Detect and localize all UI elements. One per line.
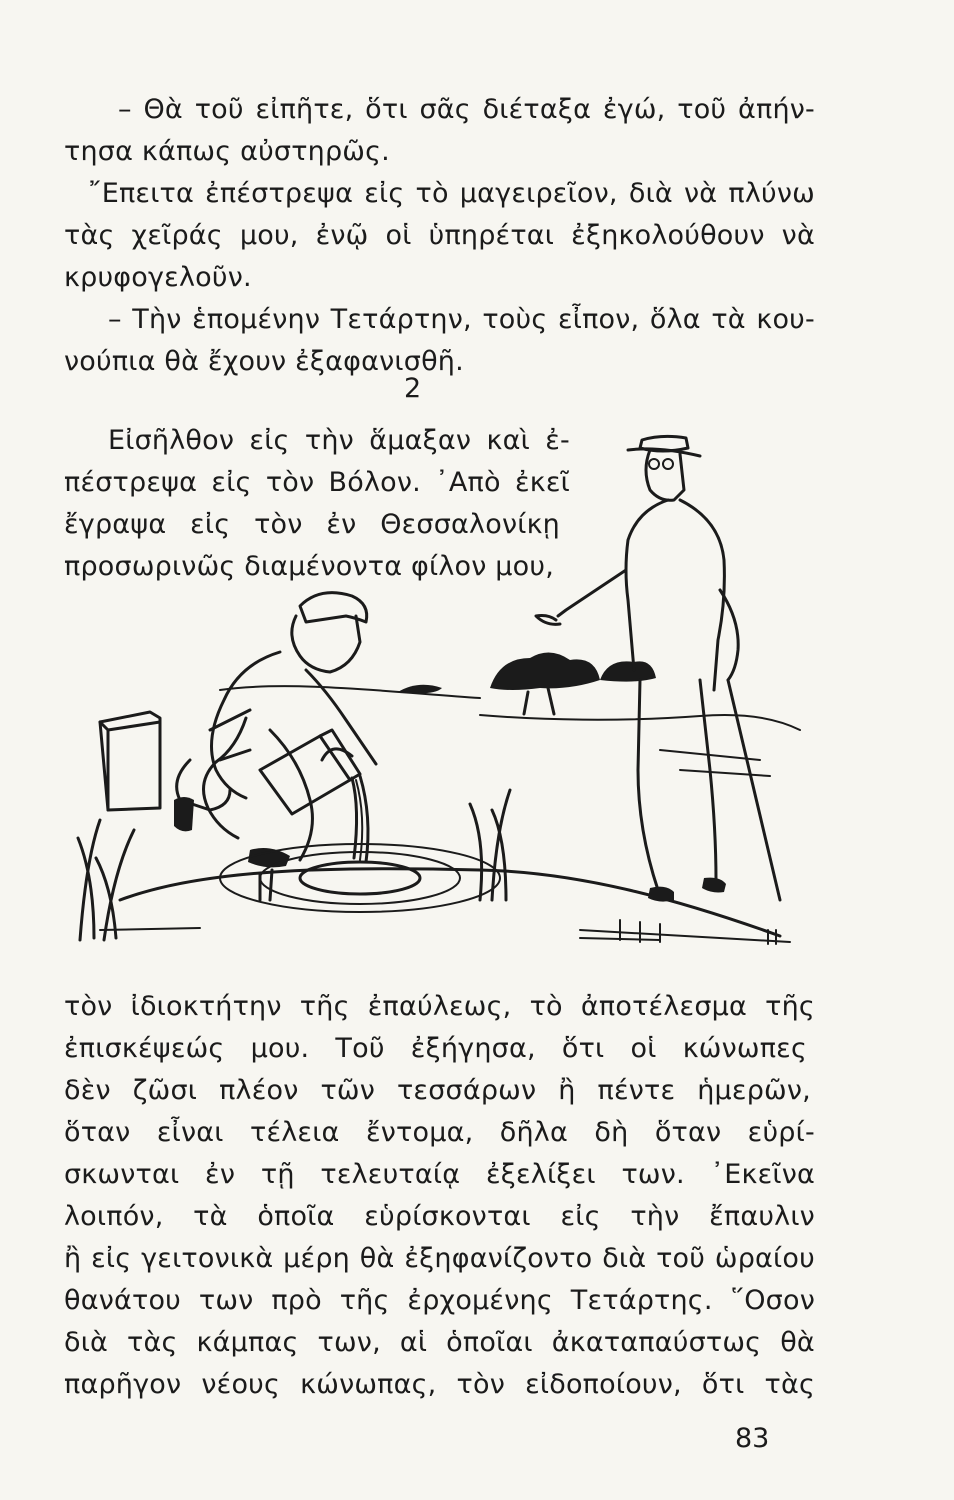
- tree-silhouettes: [398, 652, 656, 714]
- section-number: 2: [404, 373, 422, 404]
- pond: [100, 844, 780, 940]
- fence: [580, 920, 790, 944]
- pouring-stream: [352, 776, 368, 862]
- text-line: προσωρινῶς διαμένοντα φίλον μου,: [64, 551, 554, 582]
- text-line: ἐπισκέψεώς μου. Τοῦ ἐξήγησα, ὅτι οἱ κώνωπες: [64, 1033, 807, 1064]
- text-line: σκωνται ἐν τῇ τελευταίᾳ ἐξελίξει των. ᾿Εκεῖνα: [64, 1159, 815, 1190]
- text-line: τὸν ἰδιοκτήτην τῆς ἐπαύλεως, τὸ ἀποτέλεσμα τῆς: [64, 991, 815, 1022]
- text-line: ἔγραψα εἰς τὸν ἐν Θεσσαλονίκῃ: [64, 509, 560, 540]
- illustration-man-pouring-liquid: [60, 430, 820, 975]
- text-line: πέστρεψα εἰς τὸν Βόλον. ᾿Απὸ ἐκεῖ: [64, 467, 570, 498]
- text-line: – Θὰ τοῦ εἰπῆτε, ὅτι σᾶς διέταξα ἐγώ, τοῦ ἀπήν-: [118, 94, 815, 125]
- text-line: λοιπόν, τὰ ὁποῖα εὑρίσκονται εἰς τὴν ἔπαυλιν: [64, 1201, 815, 1232]
- text-line: ὅταν εἶναι τέλεια ἔντομα, δῆλα δὴ ὅταν εὑρί-: [64, 1117, 815, 1148]
- text-line: δὲν ζῶσι πλέον τῶν τεσσάρων ἢ πέντε ἡμερῶν,: [64, 1075, 811, 1106]
- text-line: ἢ εἰς γειτονικὰ μέρη θὰ ἐξηφανίζοντο διὰ τοῦ ὡραίου: [64, 1243, 815, 1274]
- text-line: θανάτου των πρὸ τῆς ἐρχομένης Τετάρτης. ῞Οσον: [64, 1285, 815, 1316]
- wooden-box: [100, 712, 160, 810]
- text-line: παρῆγον νέους κώνωπας, τὸν εἰδοποίουν, ὅτι τὰς: [64, 1369, 815, 1400]
- page-number: 83: [735, 1423, 770, 1454]
- text-line: – Τὴν ἑπομένην Τετάρτην, τοὺς εἶπον, ὅλα τὰ κου-: [108, 304, 815, 335]
- text-line: νούπια θὰ ἔχουν ἐξαφανισθῆ.: [64, 346, 464, 377]
- text-line: κρυφογελοῦν.: [64, 262, 252, 293]
- text-line: διὰ τὰς κάμπας των, αἱ ὁποῖαι ἀκαταπαύστως θὰ: [64, 1327, 815, 1358]
- text-line: τησα κάπως αὐστηρῶς.: [64, 136, 390, 167]
- text-line: Εἰσῆλθον εἰς τὴν ἅμαξαν καὶ ἐ-: [108, 425, 570, 456]
- text-line: τὰς χεῖράς μου, ἐνῷ οἱ ὑπηρέται ἐξηκολούθουν νὰ: [64, 220, 815, 251]
- crouching-man: [174, 593, 376, 868]
- text-line: ῎Επειτα ἐπέστρεψα εἰς τὸ μαγειρεῖον, διὰ νὰ πλύνω: [88, 178, 815, 209]
